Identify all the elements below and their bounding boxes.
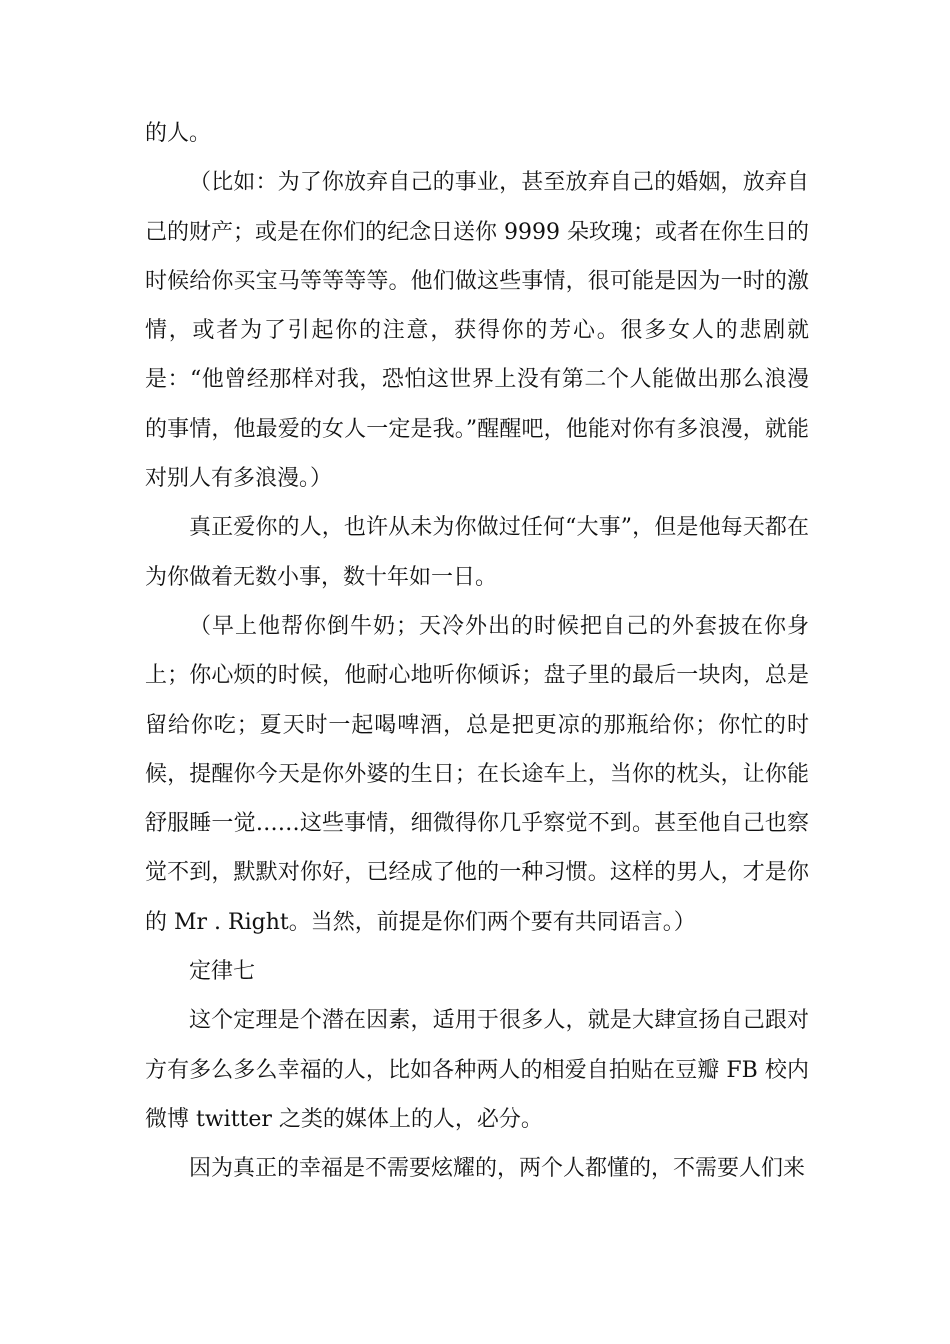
paragraph-true-love: 真正爱你的人，也许从未为你做过任何“大事”，但是他每天都在为你做着无数小事，数十年如一日。 [145, 515, 809, 590]
paragraph-continuation: 的人。 [145, 121, 212, 146]
paragraph-true-happiness: 因为真正的幸福是不需要炫耀的，两个人都懂的，不需要人们来 [189, 1156, 806, 1182]
paragraph-law-seven-description: 这个定理是个潜在因素，适用于很多人，就是大肆宣扬自己跟对方有多么多么幸福的人，比如各种两人的相爱自拍贴在豆瓣 FB 校内微博 twitter 之类的媒体上的人，必分。 [145, 1008, 809, 1132]
paragraph-example-small-things: （早上他帮你倒牛奶；天冷外出的时候把自己的外套披在你身上；你心烦的时候，他耐心地听你倾诉；盘子里的最后一块肉，总是留给你吃；夏天时一起喝啤酒，总是把更凉的那瓶给你；你忙的时候，提醒你今天是你外婆的生日；在长途车上，当你的枕头，让你能舒服睡一觉……这些事情，细微得你几乎察觉不到。甚至他自己也察觉不到，默默对你好，已经成了他的一种习惯。这样的男人，才是你的 Mr . Right。当然，前提是你们两个要有共同语言。） [145, 613, 809, 935]
section-heading-law-seven: 定律七 [189, 959, 256, 985]
paragraph-example-grand-gestures: （比如：为了你放弃自己的事业，甚至放弃自己的婚姻，放弃自己的财产；或是在你们的纪念日送你 9999 朵玫瑰；或者在你生日的时候给你买宝马等等等等。他们做这些事情，很可能是因为一时的激情，或者为了引起你的注意，获得你的芳心。很多女人的悲剧就是：“他曾经那样对我，恐怕这世界上没有第二个人能做出那么浪漫的事情，他最爱的女人一定是我。”醒醒吧，他能对你有多浪漫，就能对别人有多浪漫。） [145, 170, 809, 492]
document-page [145, 109, 809, 1194]
